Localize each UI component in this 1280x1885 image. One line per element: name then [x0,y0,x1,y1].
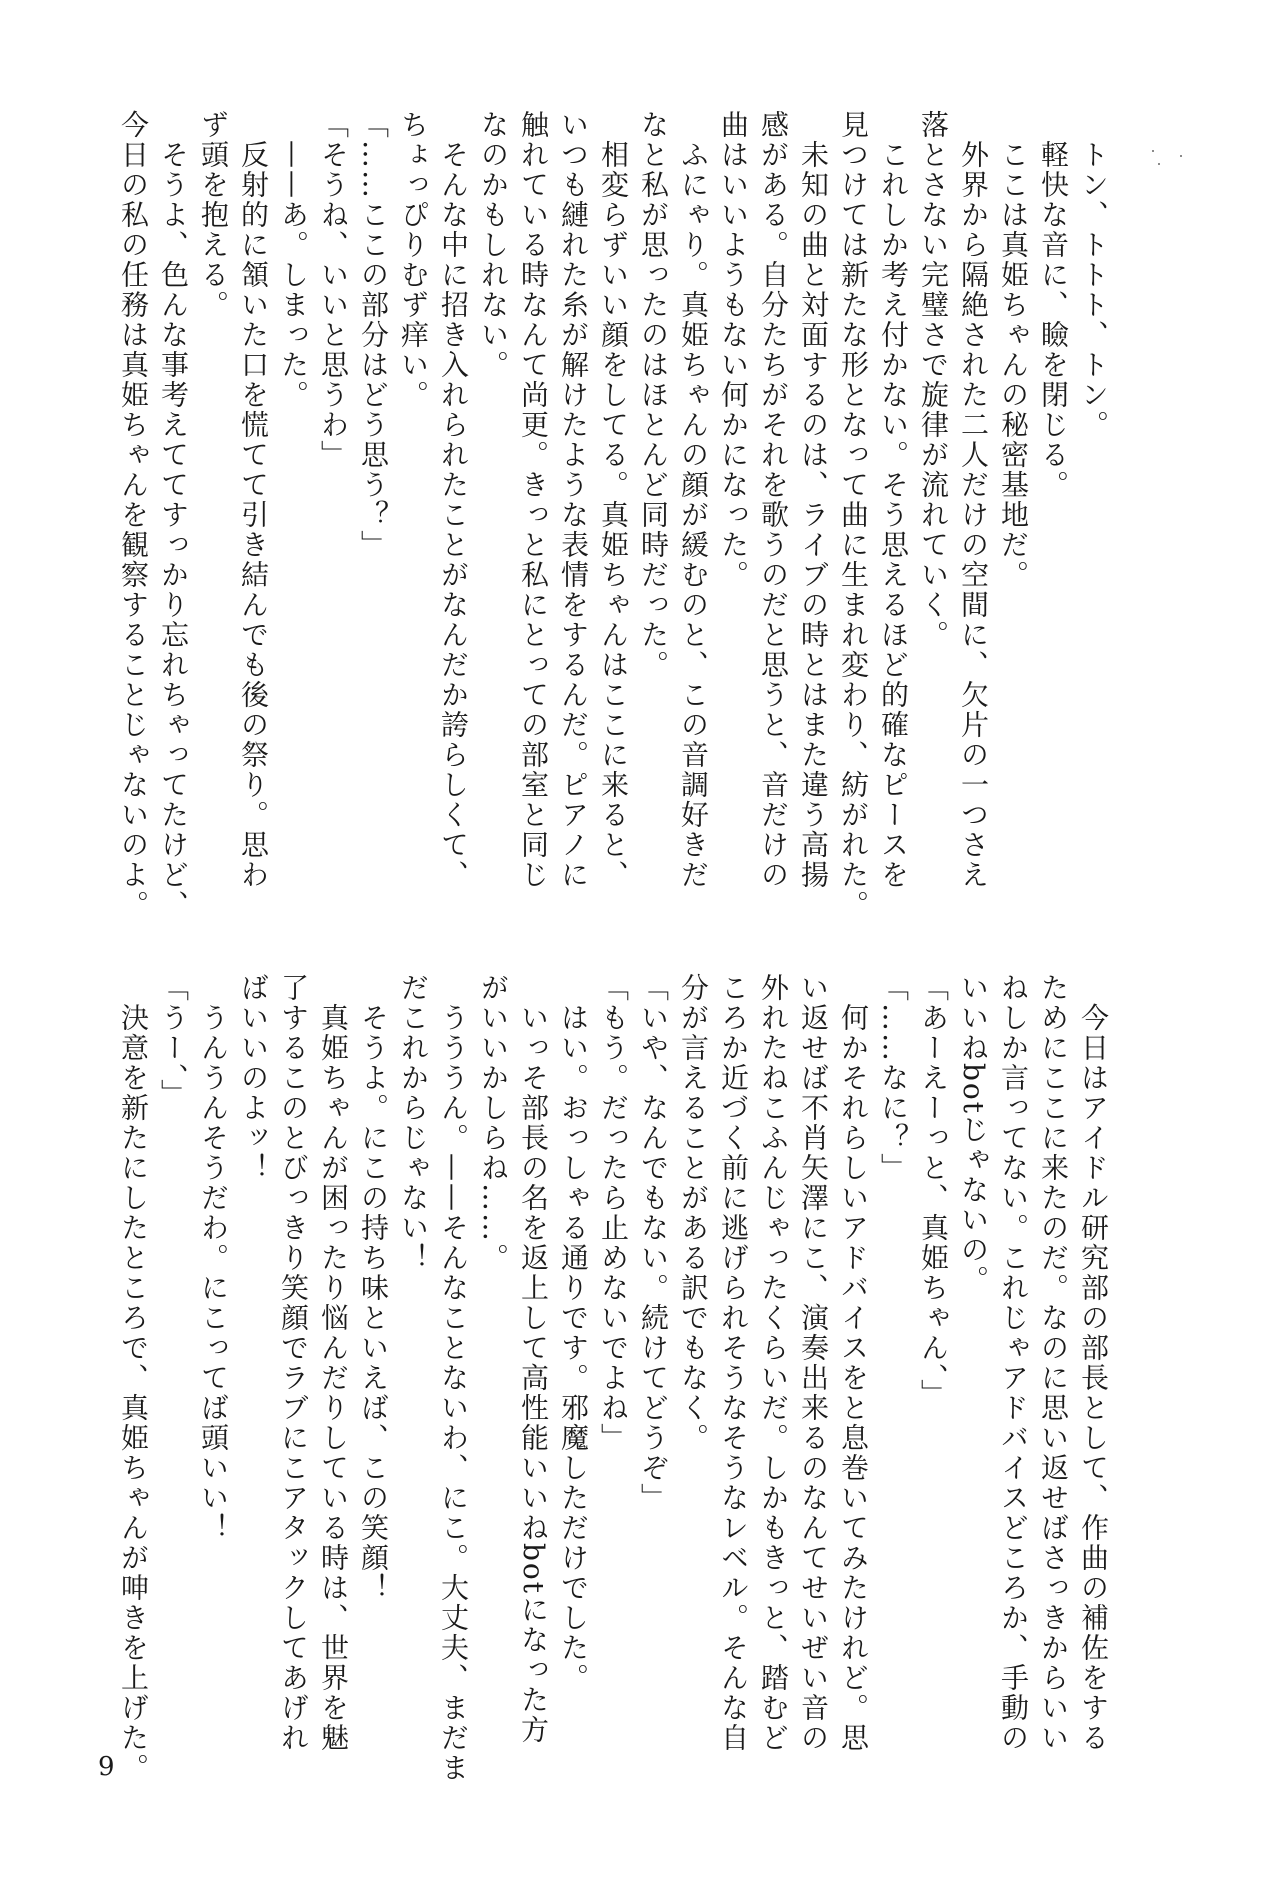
text-line: 見つけては新たな形となって曲に生まれ変わり、紡がれた。 [837,110,870,920]
text-line: ちょっぴりむず痒い。 [397,110,430,410]
text-line: 「そうね、いいと思うわ」 [317,110,350,470]
text-line: ふにゃり。真姫ちゃんの顔が緩むのと、この音調好きだ [677,140,710,890]
text-line: 「……ここの部分はどう思う？」 [357,110,390,560]
text-line: 「いや、なんでもない。続けてどうぞ」 [637,973,670,1513]
text-line: ばいいのよッ！ [237,973,270,1183]
text-line: なと私が思ったのはほとんど同時だった。 [637,110,670,680]
text-line: 感がある。自分たちがそれを歌うのだと思うと、音だけの [757,110,790,890]
text-line: ず頭を抱える。 [197,110,230,320]
text-line: 曲はいいようもない何かになった。 [717,110,750,590]
text-line: 触れている時なんて尚更。きっと私にとっての部室と同じ [517,110,550,890]
body-text-upper [113,110,1113,930]
scan-speck [1158,163,1160,165]
text-line: ねしか言ってない。これじゃアドバイスどころか、手動の [997,973,1030,1753]
text-line: 外界から隔絶された二人だけの空間に、欠片の一つさえ [957,140,990,890]
text-line: 今日はアイドル研究部の部長として、作曲の補佐をする [1077,1003,1110,1753]
text-line: 反射的に頷いた口を慌てて引き結んでも後の祭り。思わ [237,140,270,890]
text-line: がいいかしらね……。 [477,973,510,1273]
text-line: うんうんそうだわ。にこってば頭いい！ [197,1003,230,1543]
text-line: ここは真姫ちゃんの秘密基地だ。 [997,140,1030,590]
text-line: これしか考え付かない。そう思えるほど的確なピースを [877,140,910,890]
page-number: 9 [98,1752,115,1782]
text-line: 了するこのとびっきり笑顔でラブにこアタックしてあげれ [277,973,310,1753]
text-line: 未知の曲と対面するのは、ライブの時とはまた違う高揚 [797,140,830,890]
text-line: 「うー、」 [157,973,190,1109]
text-line: なのかもしれない。 [477,110,510,380]
text-line: 決意を新たにしたところで、真姫ちゃんが呻きを上げた。 [117,1003,150,1783]
text-line: はい。おっしゃる通りです。邪魔しただけでした。 [557,1003,590,1693]
text-line: そうよ、色んな事考えててすっかり忘れちゃってたけど、 [157,140,190,920]
text-line: いいねbotじゃないの。 [957,973,990,1296]
text-line: 何かそれらしいアドバイスをと息巻いてみたけれど。思 [837,1003,870,1753]
text-line: 軽快な音に、瞼を閉じる。 [1037,140,1070,500]
text-line: ためにここに来たのだ。なのに思い返せばさっきからいい [1037,973,1070,1753]
text-line: そんな中に招き入れられたことがなんだか誇らしくて、 [437,140,470,890]
text-line: 今日の私の任務は真姫ちゃんを観察することじゃないのよ。 [117,110,150,920]
text-line: いつも縺れた糸が解けたような表情をするんだ。ピアノに [557,110,590,890]
text-line: ——あ。しまった。 [277,140,310,410]
text-line: 分が言えることがある訳でもなく。 [677,973,710,1453]
scan-speck [1180,155,1182,157]
text-line: いっそ部長の名を返上して高性能いいねbotになった方 [517,1003,550,1746]
text-line: 落とさない完璧さで旋律が流れていく。 [917,110,950,650]
text-line: 真姫ちゃんが困ったり悩んだりしている時は、世界を魅 [317,1003,350,1753]
text-line: 外れたねこふんじゃったくらいだ。しかもきっと、踏むど [757,973,790,1753]
text-line: い返せば不肖矢澤にこ、演奏出来るのなんてせいぜい音の [797,973,830,1753]
text-line: だこれからじゃない！ [397,973,430,1273]
text-line: 相変らずいい顔をしてる。真姫ちゃんはここに来ると、 [597,140,630,890]
text-line: そうよ。にこの持ち味といえば、この笑顔！ [357,1003,390,1603]
text-line: うううん。——そんなことないわ、にこ。大丈夫、まだま [437,1003,470,1783]
text-line: トン、トトト、トン。 [1077,140,1110,440]
text-line: 「あーえーっと、真姫ちゃん、」 [917,973,950,1409]
text-line: 「……なに？」 [877,973,910,1183]
body-text-lower [113,973,1113,1793]
text-line: 「もう。だったら止めないでよね」 [597,973,630,1453]
scan-speck [1152,150,1154,152]
text-line: ころか近づく前に逃げられそうなそうなレベル。そんな自 [717,973,750,1753]
